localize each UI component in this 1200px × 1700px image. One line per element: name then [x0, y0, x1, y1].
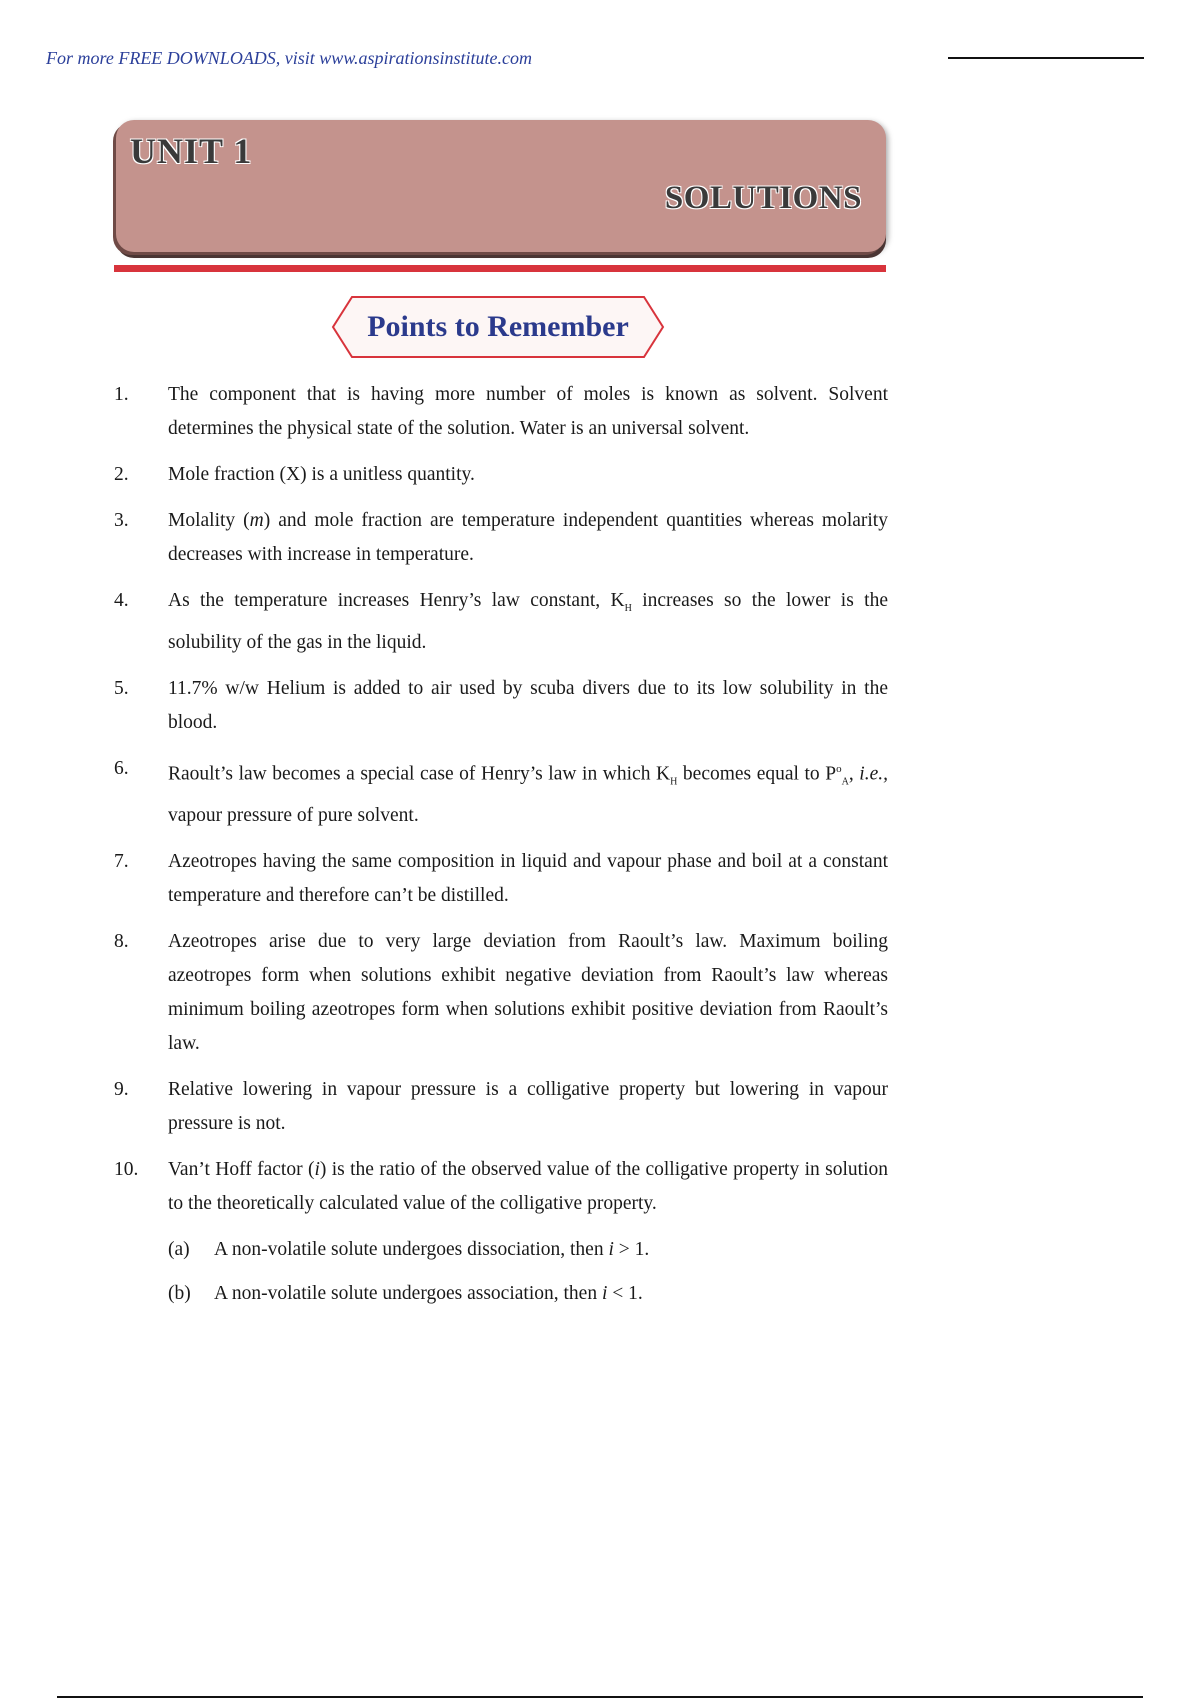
header-rule [948, 57, 1144, 59]
item-number: 8. [114, 931, 129, 953]
item-number: 2. [114, 464, 129, 485]
points-list [0, 378, 1200, 1321]
list-item [0, 1073, 1200, 1141]
item-number: 1. [114, 384, 129, 405]
sub-item-text: A non-volatile solute undergoes association, then i < 1. [214, 1283, 643, 1305]
header-download-link[interactable]: For more FREE DOWNLOADS, visit www.aspirationsinstitute.com [46, 48, 532, 68]
list-item [0, 925, 1200, 1061]
item-text: Azeotropes arise due to very large deviation from Raoult’s law. Maximum boiling azeotropes form when solutions exhibit negative deviation from Raoult’s law whereas minimum boiling azeotropes form when solutions exhibit positive deviation from Raoult’s law. [168, 931, 888, 1055]
list-item [0, 504, 1200, 572]
section-heading-tag [330, 294, 666, 360]
item-text: Mole fraction (X) is a unitless quantity. [168, 464, 475, 485]
sub-list-item [0, 1277, 1200, 1311]
list-item [0, 1153, 1200, 1221]
sub-item-label: (b) [168, 1283, 191, 1305]
banner-rule [114, 265, 886, 272]
item-text: Relative lowering in vapour pressure is a colligative property but lowering in vapour pressure is not. [168, 1079, 888, 1135]
list-item [0, 845, 1200, 913]
sub-list-item [0, 1233, 1200, 1267]
section-title: Points to Remember [367, 310, 629, 343]
item-number: 7. [114, 851, 129, 873]
unit-title: SOLUTIONS [664, 180, 862, 216]
item-number: 4. [114, 590, 129, 611]
item-text: The component that is having more number of moles is known as solvent. Solvent determines the physical state of the solution. Water is an universal solvent. [168, 384, 888, 439]
list-item [0, 378, 1200, 446]
list-item [0, 672, 1200, 740]
list-item [0, 752, 1200, 833]
item-text: Molality (m) and mole fraction are temperature independent quantities whereas molarity decreases with increase in temperature. [168, 510, 888, 565]
item-number: 5. [114, 677, 129, 699]
item-text: 11.7% w/w Helium is added to air used by scuba divers due to its low solubility in the blood. [168, 677, 888, 733]
list-item [0, 458, 1200, 492]
item-text: Azeotropes having the same composition in liquid and vapour phase and boil at a constant temperature and therefore can’t be distilled. [168, 851, 888, 907]
item-text: As the temperature increases Henry’s law constant, $K_H$ increases so the lower is the solubility of the gas in the liquid. [168, 590, 888, 653]
item-number: 6. [114, 757, 129, 779]
item-text: Raoult’s law becomes a special case of Henry’s law in which $K_H$ becomes equal to $P^o_A$, i.e., vapour pressure of pure solvent. [168, 762, 888, 827]
item-number: 3. [114, 510, 129, 531]
unit-banner [116, 120, 886, 252]
list-item [0, 584, 1200, 660]
sub-item-text: A non-volatile solute undergoes dissociation, then i > 1. [214, 1239, 650, 1261]
item-text: Van’t Hoff factor (i) is the ratio of the observed value of the colligative property in solution to the theoretically calculated value of the colligative property. [168, 1159, 888, 1215]
item-number: 9. [114, 1079, 129, 1101]
unit-number: UNIT 1 [130, 131, 253, 171]
sub-item-label: (a) [168, 1239, 190, 1261]
footer-rule [57, 1696, 1143, 1698]
item-number: 10. [114, 1159, 139, 1181]
